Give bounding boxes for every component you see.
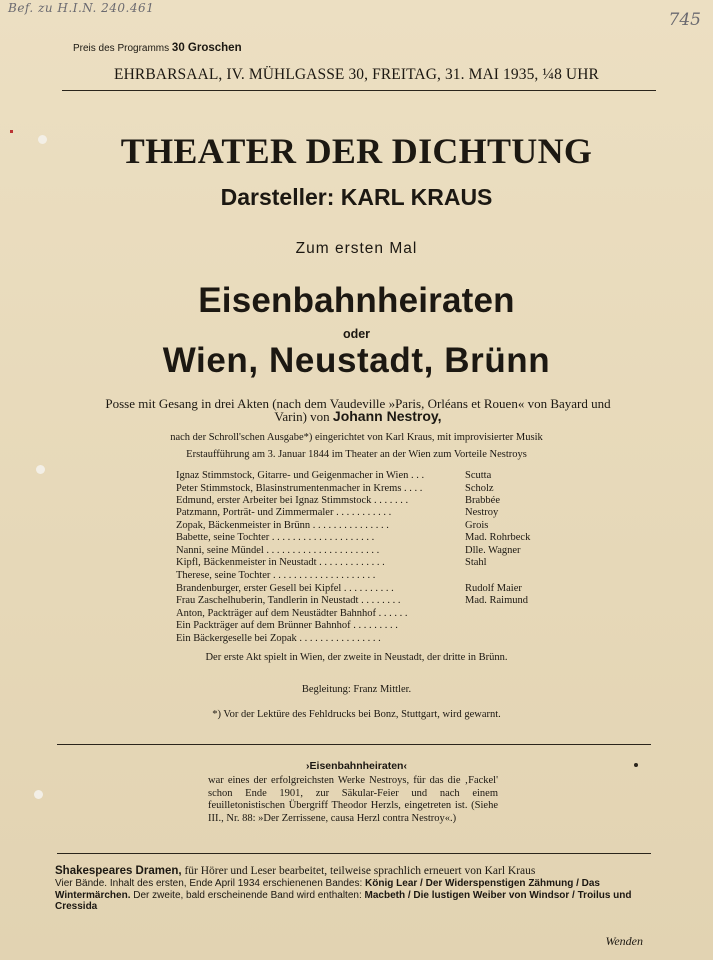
page-number: 745 <box>668 10 701 30</box>
cast-actor: Dlle. Wagner <box>465 545 521 556</box>
shakespeare-line1: für Hörer und Leser bearbeitet, teilweise sprachlich erneuert von Karl Kraus <box>184 865 536 877</box>
cast-row <box>176 632 546 645</box>
accompaniment-note: Begleitung: Franz Mittler. <box>301 684 412 695</box>
shakespeare-vol2-intro: Der zweite, bald erscheinende Band wird enthalten: <box>133 889 362 901</box>
shakespeare-ad <box>55 864 655 913</box>
author-name: Johann Nestroy, <box>332 408 442 424</box>
shakespeare-vol2: Macbeth / Die lustigen Weiber von Windsor / Troilus und Cressida <box>55 889 632 912</box>
shakespeare-vol1: König Lear / Der Widerspenstigen Zähmung / Das Wintermärchen. <box>55 878 600 901</box>
cast-role: Zopak, Bäckenmeister in Brünn . . . . . . . . . . . . . . . <box>176 520 389 531</box>
cast-role: Babette, seine Tochter . . . . . . . . . . . . . . . . . . . . <box>176 532 375 543</box>
cast-row <box>176 469 546 482</box>
archive-note: Bef. zu H.I.N. 240.461 <box>8 1 155 15</box>
cast-actor: Grois <box>465 520 489 531</box>
cast-role: Nanni, seine Mündel . . . . . . . . . . . . . . . . . . . . . . <box>176 545 380 556</box>
play-description <box>98 397 618 423</box>
cast-actor: Stahl <box>465 557 487 568</box>
first-time-note: Zum ersten Mal <box>295 240 418 257</box>
box-top-rule <box>57 744 651 745</box>
ink-mark <box>10 130 13 133</box>
price-label: Preis des Programms <box>73 43 170 54</box>
program-price <box>73 42 242 54</box>
theater-title: THEATER DER DICHTUNG <box>120 131 593 171</box>
shakespeare-head: Shakespeares Dramen, <box>55 865 182 877</box>
premiere-note: Erstaufführung am 3. Januar 1844 im Theater an der Wien zum Vorteile Nestroys <box>186 449 527 460</box>
box-text: war eines der erfolgreichsten Werke Nestroys, für das die ‚Fackel' schon Ende 1901, zur Säkular-Feier und nach einem feuilletonistischen Übergriff Theodor Herzls, eingetreten ist. (Siehe III., Nr. 88: »Der Zerrissene, causa Herzl contra Nestroy«.) <box>208 775 498 824</box>
bullet-mark <box>634 763 638 767</box>
cast-row <box>176 506 546 519</box>
cast-role: Ein Bäckergeselle bei Zopak . . . . . . . . . . . . . . . . <box>176 633 381 644</box>
cast-row <box>176 569 546 582</box>
cast-role: Ein Packträger auf dem Brünner Bahnhof . . . . . . . . . <box>176 620 398 631</box>
cast-role: Therese, seine Tochter . . . . . . . . . . . . . . . . . . . . <box>176 570 376 581</box>
cast-role: Peter Stimmstock, Blasinstrumentenmacher in Krems . . . . <box>176 483 423 494</box>
cast-row <box>176 556 546 569</box>
cast-actor: Brabbée <box>465 495 500 506</box>
cast-role: Anton, Packträger auf dem Neustädter Bahnhof . . . . . . <box>176 608 408 619</box>
top-rule <box>62 90 656 91</box>
cast-row <box>176 531 546 544</box>
cast-role: Kipfl, Bäckenmeister in Neustadt . . . . . . . . . . . . . <box>176 557 385 568</box>
cast-role: Edmund, erster Arbeiter bei Ignaz Stimmstock . . . . . . . <box>176 495 409 506</box>
cast-actor: Mad. Rohrbeck <box>465 532 531 543</box>
cast-actor: Scutta <box>465 470 492 481</box>
punch-hole-mark <box>34 790 43 799</box>
play-subtitle: Wien, Neustadt, Brünn <box>162 341 551 380</box>
footnote: *) Vor der Lektüre des Fehldrucks bei Bonz, Stuttgart, wird gewarnt. <box>212 709 501 720</box>
edition-note: nach der Schroll'schen Ausgabe*) eingerichtet von Karl Kraus, mit improvisierter Musik <box>170 432 543 443</box>
box-bottom-rule <box>57 853 651 854</box>
description-text: Posse mit Gesang in drei Akten (nach dem Vaudeville »Paris, Orléans et Rouen« von Bayard und Varin) von <box>105 396 611 424</box>
price-amount: 30 Groschen <box>171 42 242 54</box>
cast-role: Ignaz Stimmstock, Gitarre- und Geigenmacher in Wien . . . <box>176 470 425 481</box>
shakespeare-line2 <box>55 878 655 913</box>
turn-over-note: Wenden <box>605 934 643 948</box>
punch-hole-mark <box>36 465 45 474</box>
cast-actor: Mad. Raimund <box>465 595 528 606</box>
box-title: ›Eisenbahnheiraten‹ <box>306 760 407 772</box>
venue-date-line: EHRBARSAAL, IV. MÜHLGASSE 30, FREITAG, 31. MAI 1935, ¼8 UHR <box>114 66 599 83</box>
play-title: Eisenbahnheiraten <box>198 281 515 320</box>
oder-connector: oder <box>342 327 371 341</box>
cast-actor: Scholz <box>465 483 494 494</box>
acts-note: Der erste Akt spielt in Wien, der zweite in Neustadt, der dritte in Brünn. <box>205 652 508 663</box>
shakespeare-volumes: Vier Bände. Inhalt des ersten, Ende April 1934 erschienenen Bandes: <box>55 878 363 889</box>
cast-role: Frau Zaschelhuberin, Tandlerin in Neustadt . . . . . . . . <box>176 595 401 606</box>
punch-hole-mark <box>38 135 47 144</box>
cast-role: Brandenburger, erster Gesell bei Kipfel . . . . . . . . . . <box>176 583 394 594</box>
cast-actor: Nestroy <box>465 507 499 518</box>
cast-actor: Rudolf Maier <box>465 583 522 594</box>
cast-role: Patzmann, Porträt- und Zimmermaler . . . . . . . . . . . <box>176 507 392 518</box>
performer-line: Darsteller: KARL KRAUS <box>220 184 493 210</box>
cast-row <box>176 619 546 632</box>
cast-row <box>176 594 546 607</box>
